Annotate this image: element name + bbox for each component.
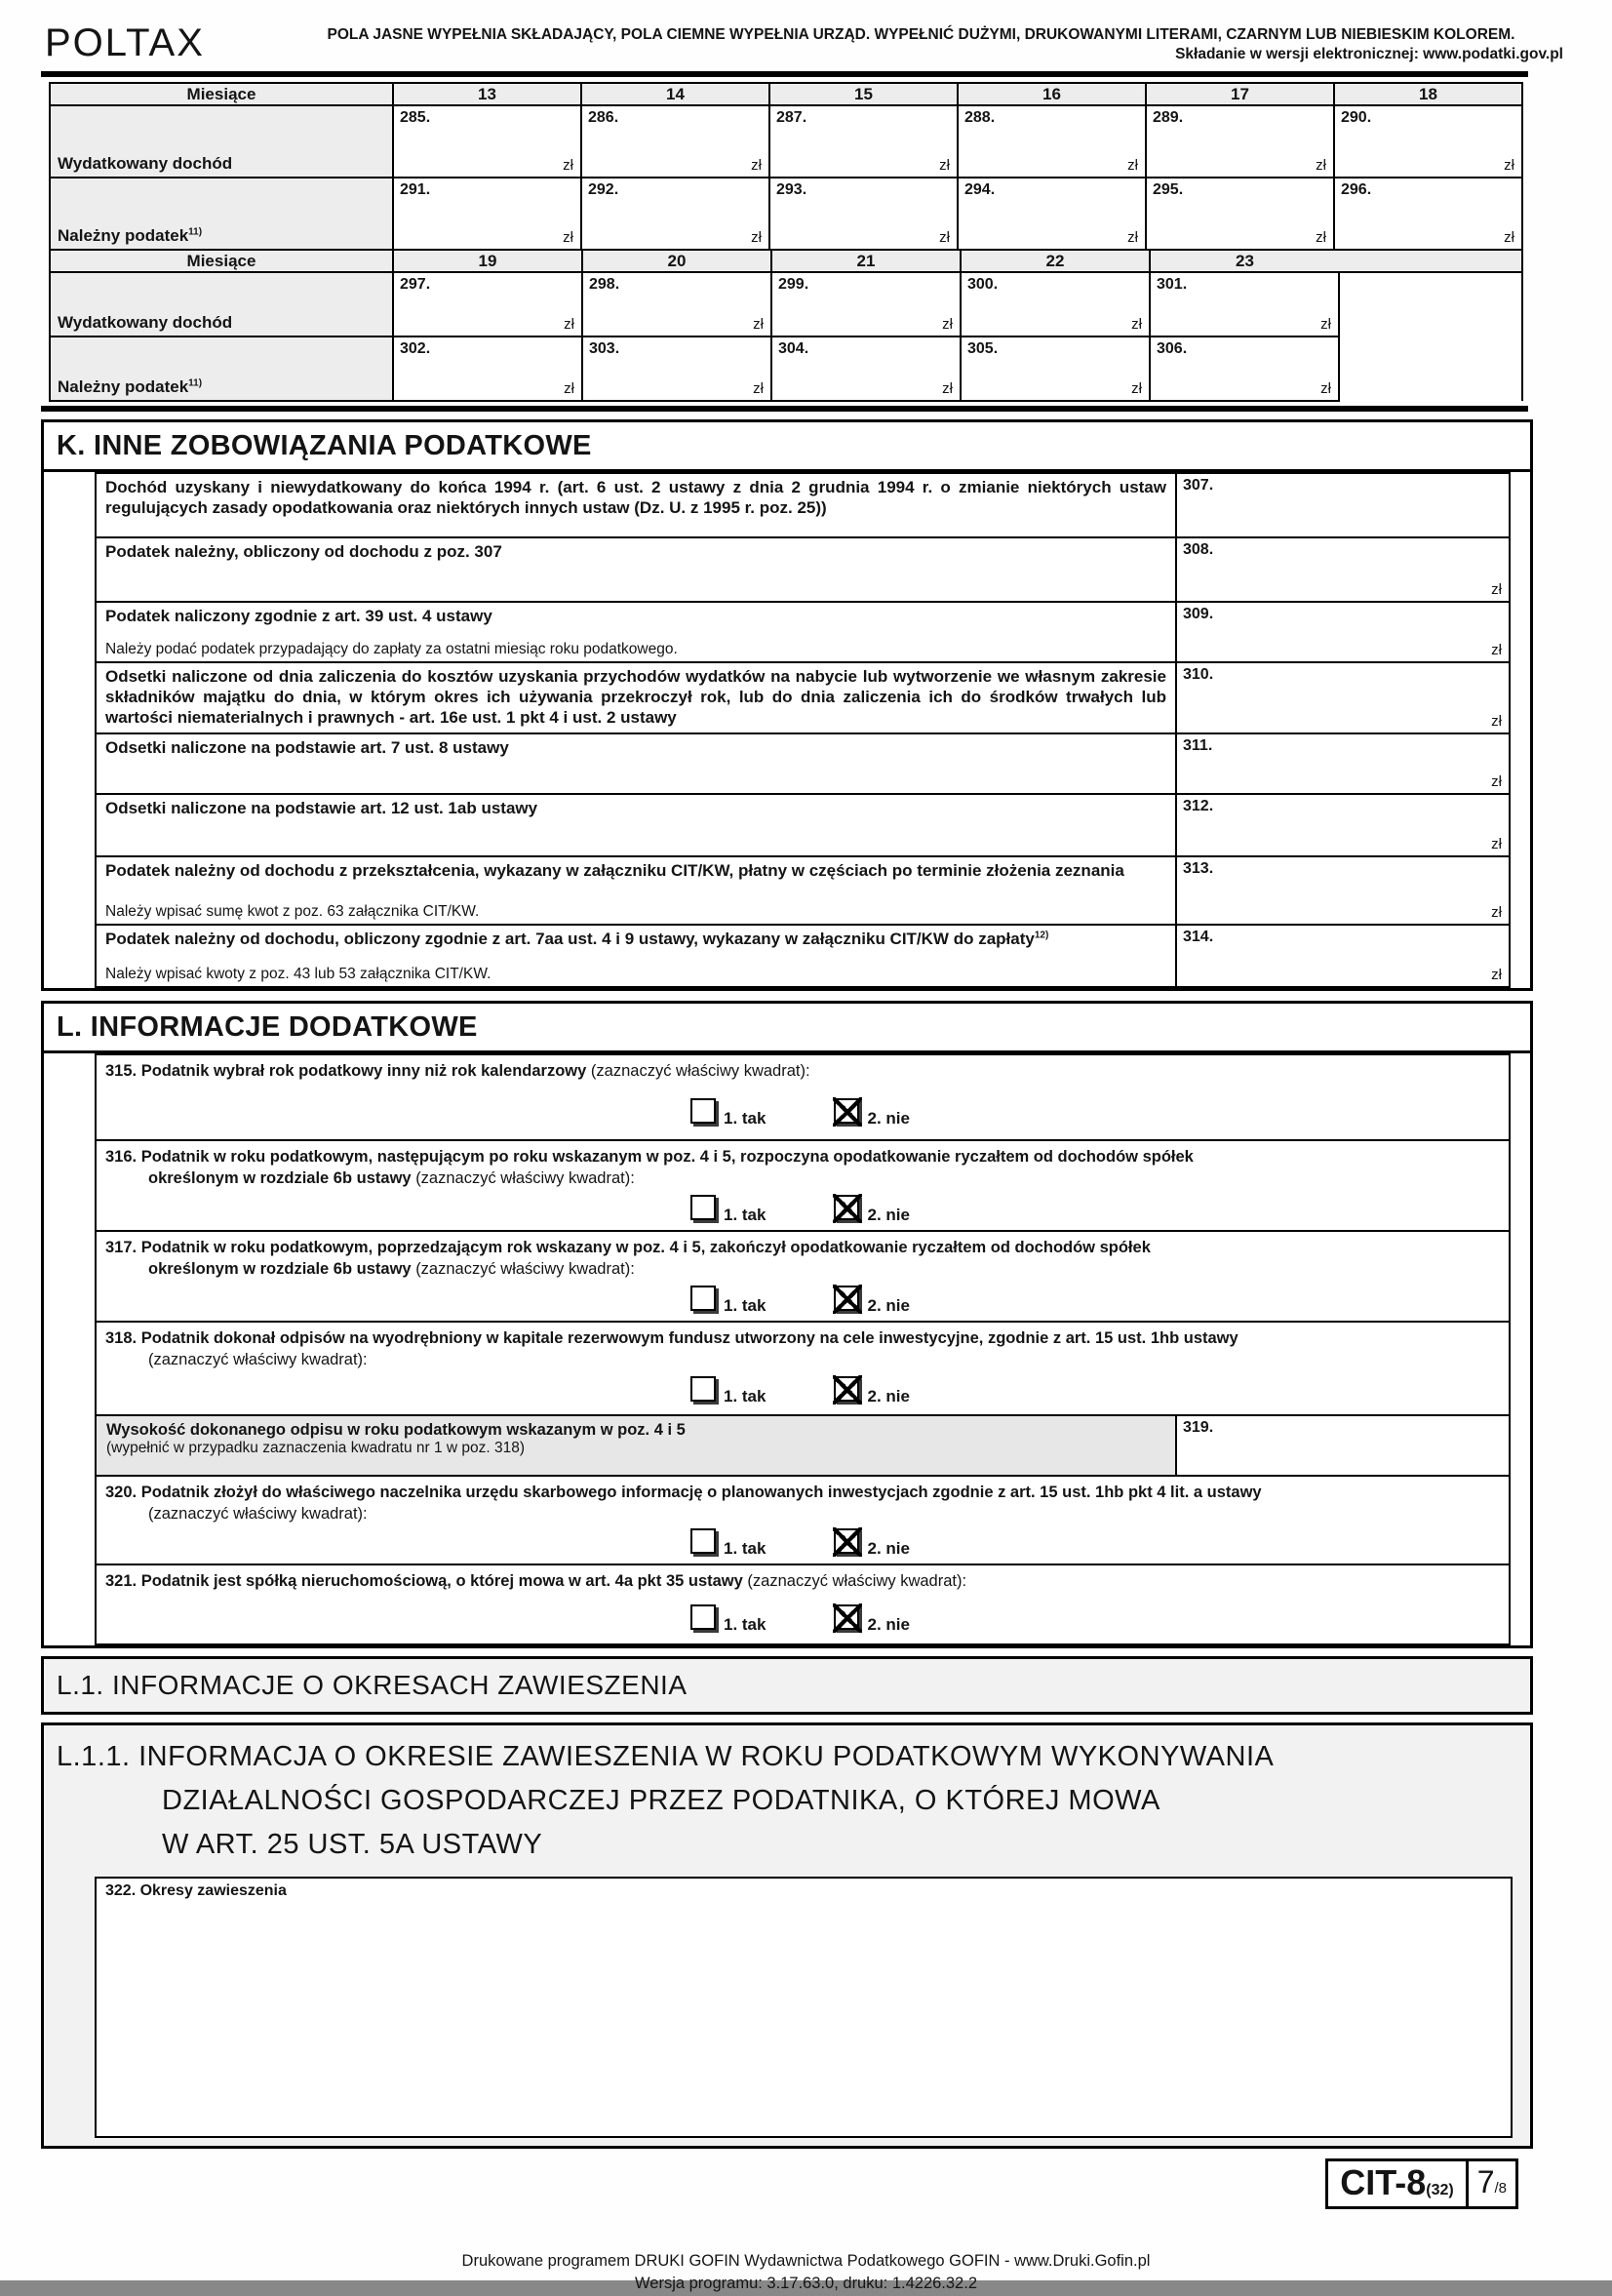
months-table-upper — [49, 82, 1523, 251]
month-header-22: 22 — [961, 250, 1150, 272]
checkbox-318-nie[interactable] — [834, 1376, 859, 1402]
item-316: 316. Podatnik w roku podatkowym, następującym po roku wskazanym w poz. 4 i 5, rozpoczyna opodatkowanie ryczałtem od dochodów spółek określonym w rozdziale 6b ustawy (zaznaczyć właściwy kwadrat): 1. tak 2. nie — [95, 1139, 1511, 1230]
row-312-description: Odsetki naliczone na podstawie art. 12 ust. 1ab ustawy — [96, 794, 1176, 856]
row-309-description: Podatek naliczony zgodnie z art. 39 ust. 4 ustawy Należy podać podatek przypadający do zapłaty za ostatni miesiąc roku podatkowego. — [96, 602, 1176, 662]
field-number: 290. — [1341, 109, 1372, 127]
item-320: 320. Podatnik złożył do właściwego naczelnika urzędu skarbowego informację o planowanych inwestycjach zgodnie z art. 15 ust. 1hb pkt 4 lit. a ustawy (zaznaczyć właściwy kwadrat): 1. tak 2. nie — [95, 1475, 1511, 1564]
month-header-13: 13 — [393, 83, 581, 105]
field-number: 294. — [964, 181, 996, 199]
field-number: 285. — [400, 109, 431, 127]
amount-field-303[interactable] — [582, 336, 771, 401]
form-code-badge — [1325, 2158, 1518, 2209]
section-l-title: L. INFORMACJE DODATKOWE — [44, 1004, 1530, 1053]
amount-field-308[interactable] — [1176, 537, 1510, 602]
amount-field-285[interactable] — [393, 105, 581, 178]
checkbox-317-tak[interactable] — [690, 1286, 716, 1311]
instructions-line: POLA JASNE WYPEŁNIA SKŁADAJĄCY, POLA CIEMNE WYPEŁNIA URZĄD. WYPEŁNIĆ DUŻYMI, DRUKOWANYMI LITERAMI, CZARNYM LUB NIEBIESKIM KOLOREM. — [327, 26, 1515, 43]
field-number: 299. — [778, 276, 809, 294]
field-number: 291. — [400, 181, 431, 199]
currency-label: zł — [1316, 157, 1326, 175]
field-number: 301. — [1157, 276, 1188, 294]
amount-field-305[interactable] — [961, 336, 1150, 401]
month-header-18: 18 — [1334, 83, 1522, 105]
efiling-note: Składanie w wersji elektronicznej: www.podatki.gov.pl — [1175, 46, 1563, 63]
checkbox-320-nie[interactable] — [834, 1528, 859, 1554]
amount-field-307[interactable] — [1176, 473, 1510, 537]
checkbox-label-nie: 2. nie — [867, 1206, 910, 1225]
months-header-label: Miesiące — [50, 83, 393, 105]
field-number: 306. — [1157, 340, 1188, 358]
checkbox-321-tak[interactable] — [690, 1604, 716, 1630]
checkbox-315-nie[interactable] — [834, 1098, 859, 1124]
currency-label: zł — [564, 380, 574, 398]
checkbox-label-nie: 2. nie — [867, 1614, 910, 1634]
poltax-logo: POLTAX — [45, 21, 205, 64]
currency-label: zł — [939, 157, 950, 175]
page-indicator: 7/8 — [1476, 2163, 1507, 2199]
footnote-ref: 11) — [188, 377, 203, 389]
amount-field-306[interactable] — [1150, 336, 1339, 401]
month-header-23: 23 — [1150, 250, 1339, 272]
field-number: 288. — [964, 109, 996, 127]
currency-label: zł — [1491, 773, 1502, 791]
item-318: 318. Podatnik dokonał odpisów na wyodrębniony w kapitale rezerwowym fundusz utworzony na cele inwestycyjne, zgodnie z art. 15 ust. 1hb ustawy (zaznaczyć właściwy kwadrat): 1. tak 2. nie — [95, 1321, 1511, 1414]
month-header-15: 15 — [769, 83, 958, 105]
print-footer — [0, 2250, 1612, 2296]
row-label-wydatkowany-dochod: Wydatkowany dochód — [50, 272, 393, 336]
section-l — [41, 1001, 1533, 1648]
field-number: 298. — [589, 276, 620, 294]
section-l11-title: L.1.1. INFORMACJA O OKRESIE ZAWIESZENIA W ROKU PODATKOWYM WYKONYWANIA DZIAŁALNOŚCI GOSPODARCZEJ PRZEZ PODATNIKA, O KTÓREJ MOWA W ART. 25 UST. 5A USTAWY — [57, 1741, 1275, 1860]
amount-field-295[interactable] — [1146, 178, 1334, 250]
page-header — [0, 0, 1612, 64]
amount-field-299[interactable] — [771, 272, 961, 336]
months-table-lower — [49, 249, 1523, 402]
field-322-okresy-zawieszenia[interactable] — [95, 1877, 1513, 2138]
currency-label: zł — [563, 229, 573, 247]
field-number: 296. — [1341, 181, 1372, 199]
form-code: CIT-8(32) — [1328, 2161, 1468, 2206]
checkbox-label-tak: 1. tak — [724, 1108, 767, 1128]
amount-field-286[interactable] — [581, 105, 769, 178]
amount-field-304[interactable] — [771, 336, 961, 401]
field-number: 319. — [1183, 1419, 1214, 1437]
field-number: 303. — [589, 340, 620, 358]
month-header-17: 17 — [1146, 83, 1334, 105]
version-line: Wersja programu: 3.17.63.0, druku: 1.4226.32.2 — [635, 2275, 977, 2293]
checkbox-label-nie: 2. nie — [867, 1108, 910, 1128]
currency-label: zł — [751, 157, 762, 175]
field-number: 309. — [1183, 606, 1214, 623]
amount-field-311[interactable] — [1176, 733, 1510, 794]
section-l11 — [41, 1722, 1533, 2149]
month-header-14: 14 — [581, 83, 769, 105]
field-number: 287. — [776, 109, 807, 127]
amount-field-302[interactable] — [393, 336, 582, 401]
field-number: 300. — [967, 276, 999, 294]
checkbox-316-nie[interactable] — [834, 1195, 859, 1220]
form-instructions — [279, 23, 1563, 64]
field-number: 305. — [967, 340, 999, 358]
currency-label: zł — [1491, 713, 1502, 731]
currency-label: zł — [753, 316, 764, 334]
currency-label: zł — [1504, 229, 1514, 247]
row-label-nalezny-podatek: Należny podatek$^{11)}$ — [50, 178, 393, 250]
amount-field-298[interactable] — [582, 272, 771, 336]
amount-field-300[interactable] — [961, 272, 1150, 336]
amount-field-294[interactable] — [958, 178, 1146, 250]
field-number: 307. — [1183, 477, 1214, 495]
currency-label: zł — [1320, 380, 1331, 398]
currency-label: zł — [1491, 904, 1502, 922]
checkbox-label-nie: 2. nie — [867, 1387, 910, 1406]
month-header-19: 19 — [393, 250, 582, 272]
currency-label: zł — [563, 157, 573, 175]
currency-label: zł — [942, 316, 953, 334]
checkbox-316-tak[interactable] — [690, 1195, 716, 1220]
currency-label: zł — [1504, 157, 1514, 175]
amount-field-297[interactable] — [393, 272, 582, 336]
field-number: 311. — [1183, 737, 1213, 755]
currency-label: zł — [1320, 316, 1331, 334]
row-313-description: Podatek należny od dochodu z przekształcenia, wykazany w załączniku CIT/KW, płatny w częściach po terminie złożenia zeznania Należy wpisać sumę kwot z poz. 63 załącznika CIT/KW. — [96, 856, 1176, 925]
currency-label: zł — [564, 316, 574, 334]
currency-label: zł — [1127, 229, 1138, 247]
field-number: 302. — [400, 340, 431, 358]
field-number: 293. — [776, 181, 807, 199]
section-l1-title: L.1. INFORMACJE O OKRESACH ZAWIESZENIA — [57, 1670, 688, 1701]
amount-field-314[interactable] — [1176, 925, 1510, 987]
checkbox-label-tak: 1. tak — [724, 1539, 767, 1559]
empty-filler-cell — [1339, 272, 1522, 401]
amount-field-296[interactable] — [1334, 178, 1522, 250]
amount-field-292[interactable] — [581, 178, 769, 250]
row-314-description: Podatek należny od dochodu, obliczony zgodnie z art. 7aa ust. 4 i 9 ustawy, wykazany w załączniku CIT/KW do zapłaty$^{12)}$ Należy wpisać kwoty z poz. 43 lub 53 załącznika CIT/KW. — [96, 925, 1176, 987]
item-321: 321. Podatnik jest spółką nieruchomościową, o której mowa w art. 4a pkt 35 ustawy (zaznaczyć właściwy kwadrat): 1. tak 2. nie — [95, 1564, 1511, 1643]
checkbox-315-tak[interactable] — [690, 1098, 716, 1124]
field-number: 292. — [588, 181, 619, 199]
currency-label: zł — [751, 229, 762, 247]
item-315: 315. Podatnik wybrał rok podatkowy inny niż rok kalendarzowy (zaznaczyć właściwy kwadrat): 1. tak 2. nie — [95, 1053, 1511, 1139]
checkbox-321-nie[interactable] — [834, 1604, 859, 1630]
row-310-description: Odsetki naliczone od dnia zaliczenia do kosztów uzyskania przychodów wydatków na nabycie lub wytworzenie we własnym zakresie składników majątku do dnia, w którym okres ich używania przekroczył rok, lub do dnia zaliczenia ich do środków trwałych lub wartości niematerialnych i prawnych - art. 16e ust. 1 pkt 4 i ust. 2 ustawy — [96, 662, 1176, 733]
amount-field-291[interactable] — [393, 178, 581, 250]
currency-label: zł — [942, 380, 953, 398]
section-l-rows — [95, 1053, 1511, 1645]
amount-field-293[interactable] — [769, 178, 958, 250]
amount-field-288[interactable] — [958, 105, 1146, 178]
divider — [41, 71, 1528, 77]
field-number: 297. — [400, 276, 431, 294]
month-header-16: 16 — [958, 83, 1146, 105]
field-number: 308. — [1183, 541, 1214, 559]
checkbox-label-tak: 1. tak — [724, 1206, 767, 1225]
amount-field-313[interactable] — [1176, 856, 1510, 925]
field-number: 295. — [1153, 181, 1184, 199]
field-number: 314. — [1183, 929, 1214, 946]
item-319 — [95, 1414, 1511, 1475]
checkbox-317-nie[interactable] — [834, 1286, 859, 1311]
currency-label: zł — [1127, 157, 1138, 175]
checkbox-label-tak: 1. tak — [724, 1614, 767, 1634]
checkbox-320-tak[interactable] — [690, 1528, 716, 1554]
form-code-area — [0, 2158, 1518, 2209]
row-319-description: Wysokość dokonanego odpisu w roku podatkowym wskazanym w poz. 4 i 5 (wypełnić w przypadku zaznaczenia kwadratu nr 1 w poz. 318) — [97, 1416, 1177, 1475]
amount-field-312[interactable] — [1176, 794, 1510, 856]
currency-label: zł — [1131, 316, 1142, 334]
currency-label: zł — [1491, 836, 1502, 853]
currency-label: zł — [1491, 581, 1502, 599]
amount-field-301[interactable] — [1150, 272, 1339, 336]
currency-label: zł — [1316, 229, 1326, 247]
amount-field-289[interactable] — [1146, 105, 1334, 178]
field-label: 322. Okresy zawieszenia — [105, 1881, 287, 1899]
footnote-ref: 11) — [188, 226, 203, 238]
checkbox-label-tak: 1. tak — [724, 1387, 767, 1406]
field-number: 312. — [1183, 798, 1214, 815]
checkbox-label-nie: 2. nie — [867, 1539, 910, 1559]
empty-header-cell — [1339, 250, 1522, 272]
section-k-title: K. INNE ZOBOWIĄZANIA PODATKOWE — [44, 422, 1530, 472]
amount-field-319[interactable] — [1177, 1416, 1509, 1475]
month-header-20: 20 — [582, 250, 771, 272]
field-number: 286. — [588, 109, 619, 127]
field-number: 310. — [1183, 666, 1214, 684]
amount-field-309[interactable] — [1176, 602, 1510, 662]
checkbox-318-tak[interactable] — [690, 1376, 716, 1402]
row-311-description: Odsetki naliczone na podstawie art. 7 ust. 8 ustawy — [96, 733, 1176, 794]
currency-label: zł — [1491, 642, 1502, 659]
row-label-wydatkowany-dochod: Wydatkowany dochód — [50, 105, 393, 178]
amount-field-287[interactable] — [769, 105, 958, 178]
months-header-label: Miesiące — [50, 250, 393, 272]
currency-label: zł — [1131, 380, 1142, 398]
section-l1 — [41, 1656, 1533, 1715]
month-header-21: 21 — [771, 250, 961, 272]
divider — [41, 406, 1528, 412]
checkbox-label-tak: 1. tak — [724, 1296, 767, 1316]
amount-field-310[interactable] — [1176, 662, 1510, 733]
section-k — [41, 419, 1533, 991]
section-k-table — [95, 472, 1511, 988]
row-307-description: Dochód uzyskany i niewydatkowany do końca 1994 r. (art. 6 ust. 2 ustawy z dnia 2 grudnia 1994 r. o zmianie niektórych ustaw regulujących zasady opodatkowania oraz niektórych innych ustaw (Dz. U. z 1995 r. poz. 25)) — [96, 473, 1176, 537]
field-number: 289. — [1153, 109, 1184, 127]
currency-label: zł — [939, 229, 950, 247]
checkbox-label-nie: 2. nie — [867, 1296, 910, 1316]
field-number: 313. — [1183, 860, 1214, 878]
amount-field-290[interactable] — [1334, 105, 1522, 178]
currency-label: zł — [753, 380, 764, 398]
field-number: 304. — [778, 340, 809, 358]
item-317: 317. Podatnik w roku podatkowym, poprzedzającym rok wskazany w poz. 4 i 5, zakończył opodatkowanie ryczałtem od dochodów spółek określonym w rozdziale 6b ustawy (zaznaczyć właściwy kwadrat): 1. tak 2. nie — [95, 1230, 1511, 1321]
row-308-description: Podatek należny, obliczony od dochodu z poz. 307 — [96, 537, 1176, 602]
currency-label: zł — [1491, 967, 1502, 984]
printed-by-line: Drukowane programem DRUKI GOFIN Wydawnictwa Podatkowego GOFIN - www.Druki.Gofin.pl — [461, 2251, 1151, 2270]
row-label-nalezny-podatek: Należny podatek$^{11)}$ — [50, 336, 393, 401]
